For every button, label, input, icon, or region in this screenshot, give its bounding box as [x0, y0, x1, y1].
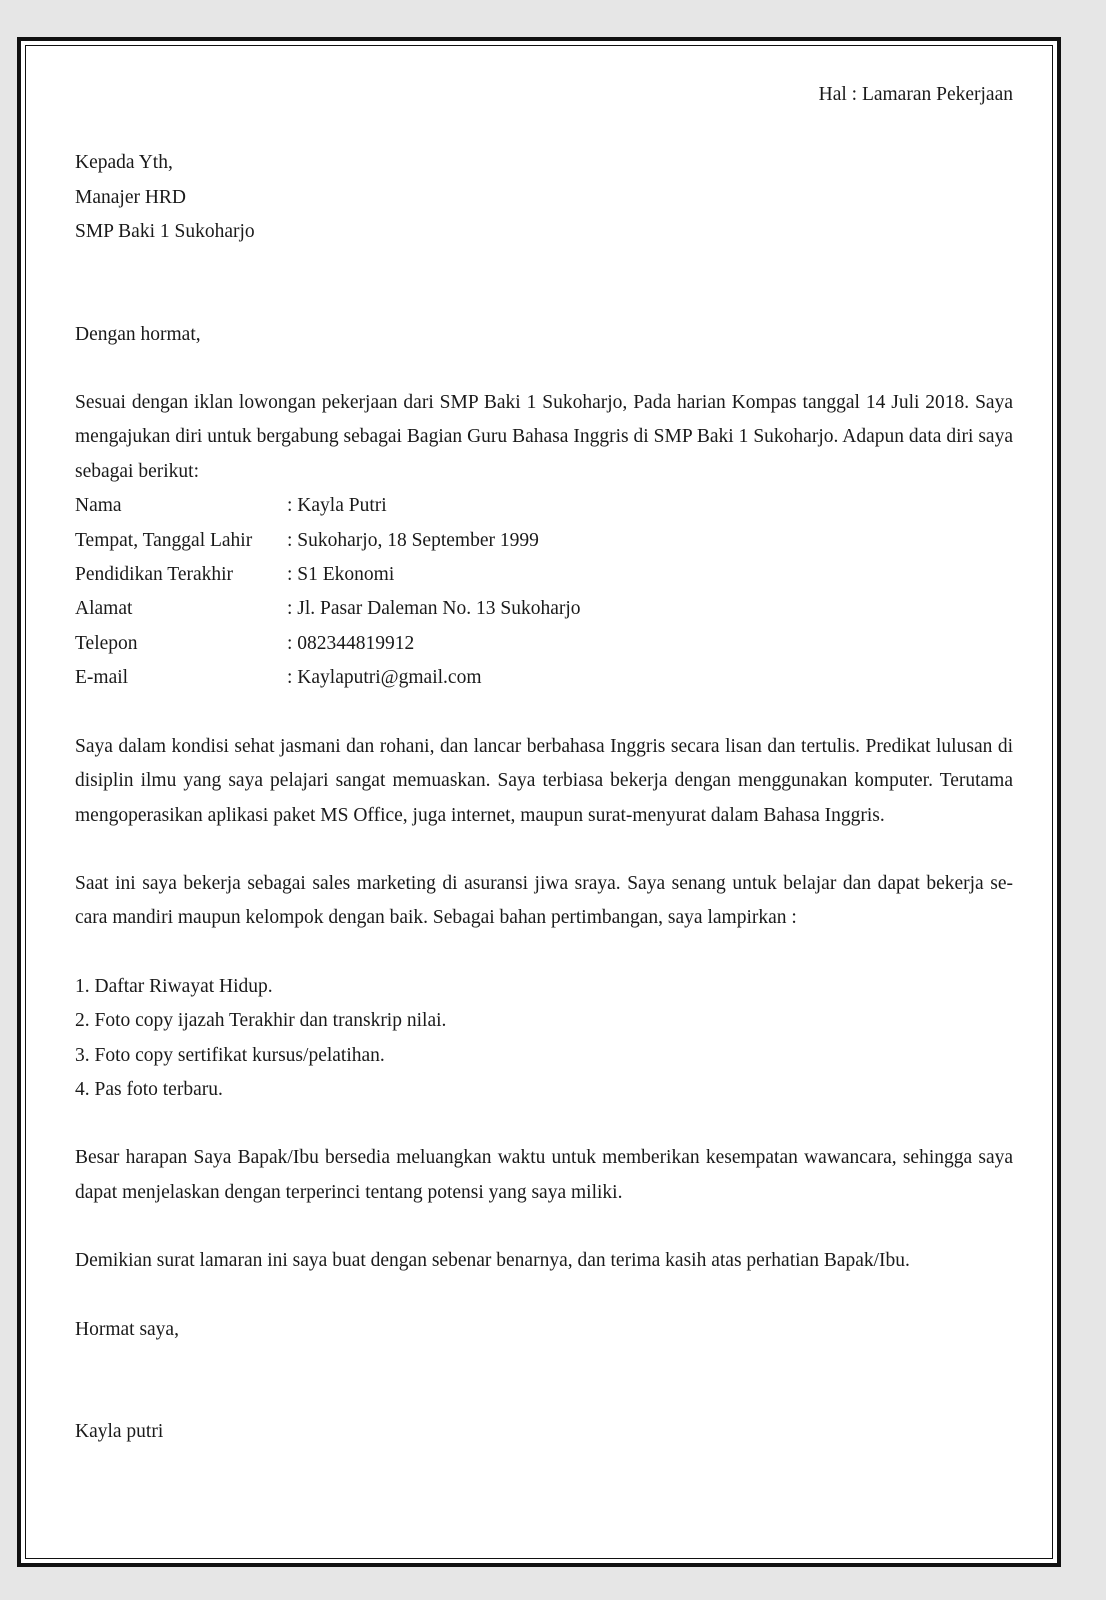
personal-label: Alamat: [75, 598, 133, 620]
personal-row: [75, 661, 1013, 695]
attachment-item: 2. Foto copy ijazah Terakhir dan transkrip nilai.: [75, 1010, 447, 1032]
personal-value: : Kaylaputri@gmail.com: [287, 667, 482, 689]
recipient-line-1: Kepada Yth,: [75, 152, 173, 174]
letter-content: [75, 78, 1013, 1449]
current-job-paragraph: Saat ini saya bekerja sebagai sales marketing di asuransi jiwa sraya. Saya senang untuk belajar dan dapat bekerja se-cara mandiri maupun kelompok dengan baik. Sebagai bahan pertimbangan, saya lampirkan :: [75, 872, 1013, 929]
personal-data-list: [75, 489, 1013, 695]
letter-subject: Hal : Lamaran Pekerjaan: [818, 84, 1013, 105]
attachment-item: 3. Foto copy sertifikat kursus/pelatihan.: [75, 1044, 385, 1066]
personal-row: [75, 592, 1013, 626]
personal-row: [75, 627, 1013, 661]
personal-value: : Kayla Putri: [287, 495, 387, 517]
personal-row: [75, 524, 1013, 558]
recipient-line-3: SMP Baki 1 Sukoharjo: [75, 221, 255, 243]
closing-paragraph: Demikian surat lamaran ini saya buat dengan sebenar benarnya, dan terima kasih atas perhatian Bapak/Ibu.: [75, 1250, 910, 1272]
personal-value: : Jl. Pasar Daleman No. 13 Sukoharjo: [287, 598, 581, 620]
intro-paragraph: Sesuai dengan iklan lowongan pekerjaan dari SMP Baki 1 Sukoharjo, Pada harian Kompas tanggal 14 Juli 2018. Saya mengajukan diri untuk bergabung sebagai Bagian Guru Bahasa Inggris di SMP Baki 1 Sukoharjo. Adapun data diri saya sebagai berikut:: [75, 392, 1013, 482]
personal-value: : S1 Ekonomi: [287, 564, 395, 586]
attachment-item: 4. Pas foto terbaru.: [75, 1078, 223, 1100]
attachment-list: [75, 970, 1013, 1108]
personal-label: Telepon: [75, 632, 138, 654]
signature-name: Kayla putri: [75, 1420, 164, 1442]
personal-label: E-mail: [75, 667, 129, 689]
greeting: Dengan hormat,: [75, 323, 201, 345]
recipient-line-2: Manajer HRD: [75, 186, 187, 208]
recipient-block: [75, 146, 1013, 249]
personal-label: Tempat, Tanggal Lahir: [75, 529, 253, 551]
personal-label: Pendidikan Terakhir: [75, 564, 234, 586]
signoff: Hormat saya,: [75, 1318, 179, 1340]
personal-row: [75, 558, 1013, 592]
hope-paragraph: Besar harapan Saya Bapak/Ibu bersedia meluangkan waktu untuk memberikan kesempatan wawancara, sehingga saya dapat menjelaskan dengan terperinci tentang potensi yang saya miliki.: [75, 1147, 1013, 1203]
personal-value: : 082344819912: [287, 632, 415, 654]
personal-label: Nama: [75, 495, 122, 517]
personal-value: : Sukoharjo, 18 September 1999: [287, 529, 539, 551]
personal-row: [75, 489, 1013, 523]
skills-paragraph: Saya dalam kondisi sehat jasmani dan rohani, dan lancar berbahasa Inggris secara lisan dan tertulis. Predikat lulusan di disiplin ilmu yang saya pelajari sangat memuaskan. Saya terbiasa bekerja dengan menggunakan komputer. Terutama mengoperasikan aplikasi paket MS Office, juga internet, maupun surat-menyurat dalam Bahasa Inggris.: [75, 735, 1013, 826]
attachment-item: 1. Daftar Riwayat Hidup.: [75, 975, 273, 997]
page-frame-outer: [17, 37, 1061, 1567]
